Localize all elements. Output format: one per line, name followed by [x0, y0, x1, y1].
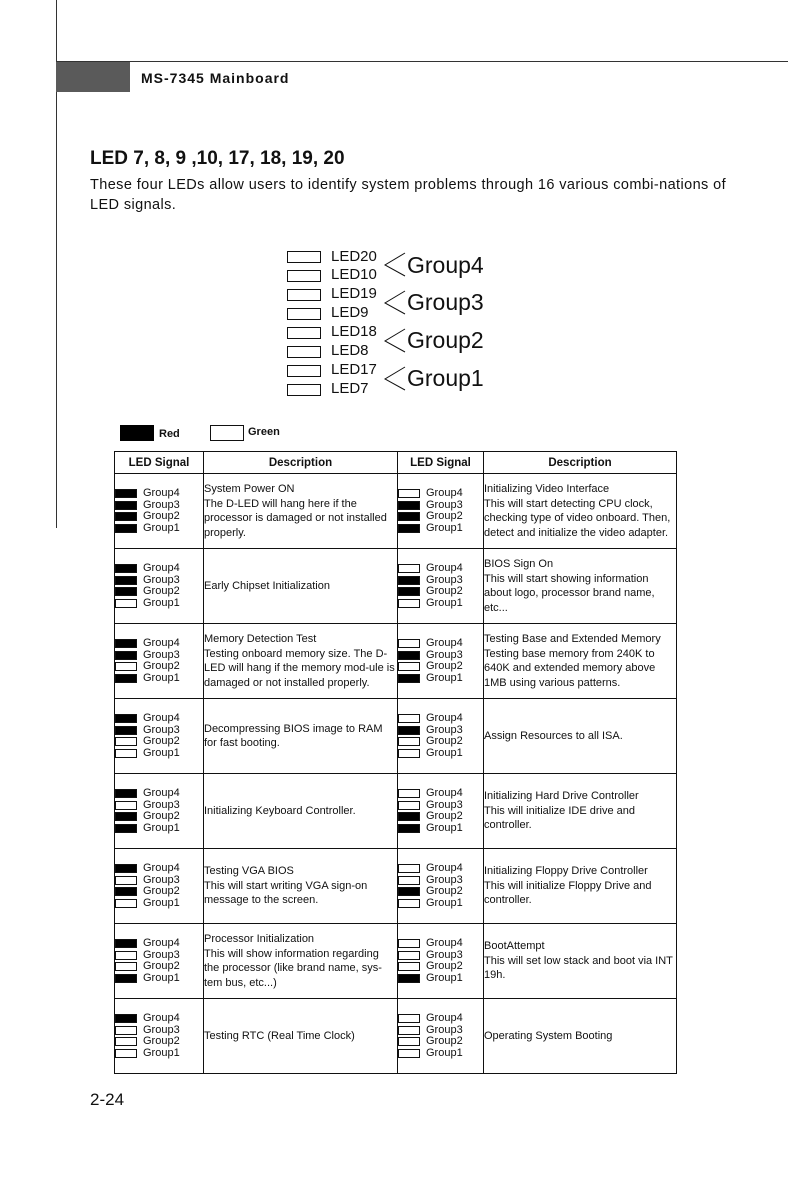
group-name: Group1 — [143, 896, 180, 909]
signal-line — [115, 938, 203, 950]
signal-line — [115, 673, 203, 685]
signal-line — [398, 863, 483, 875]
group-name: Group4 — [426, 487, 463, 500]
group-name: Group2 — [426, 735, 463, 748]
led-signal-cell — [115, 699, 204, 774]
group-name: Group4 — [143, 487, 180, 500]
group-name: Group2 — [143, 885, 180, 898]
signal-line — [115, 961, 203, 973]
led-label: LED18 — [331, 323, 377, 340]
led-indicator — [287, 270, 321, 282]
signal-line — [398, 598, 483, 610]
group-label: Group3 — [407, 289, 484, 315]
group-name: Group4 — [426, 937, 463, 950]
group-label: Group2 — [407, 327, 484, 353]
signal-line — [115, 511, 203, 523]
description-cell: Operating System Booting — [484, 999, 677, 1074]
led-signal-cell — [115, 999, 204, 1074]
signal-line — [115, 638, 203, 650]
group-name: Group1 — [426, 821, 463, 834]
group-name: Group3 — [426, 1023, 463, 1036]
group-name: Group1 — [143, 596, 180, 609]
group-name: Group2 — [143, 735, 180, 748]
group-name: Group4 — [143, 862, 180, 875]
led-indicator — [287, 251, 321, 263]
group-name: Group1 — [143, 746, 180, 759]
led-red-indicator — [398, 674, 420, 683]
table-row — [115, 999, 677, 1074]
group-name: Group4 — [143, 637, 180, 650]
led-label: LED8 — [331, 342, 369, 359]
led-red-indicator — [398, 501, 420, 510]
group-label: Group1 — [407, 365, 484, 391]
led-green-indicator — [115, 951, 137, 960]
group-name: Group3 — [143, 723, 180, 736]
table-row — [115, 924, 677, 999]
column-header: LED Signal — [115, 452, 204, 474]
group-name: Group3 — [143, 1023, 180, 1036]
group-name: Group4 — [143, 562, 180, 575]
group-name: Group2 — [426, 585, 463, 598]
signal-line — [115, 563, 203, 575]
group-name: Group2 — [426, 660, 463, 673]
led-green-indicator — [398, 489, 420, 498]
group-name: Group2 — [143, 810, 180, 823]
led-green-indicator — [115, 662, 137, 671]
signal-line — [115, 886, 203, 898]
group-name: Group2 — [143, 960, 180, 973]
signal-line — [115, 863, 203, 875]
description-cell: System Power ON The D-LED will hang here if the processor is damaged or not installed properly. — [204, 474, 398, 549]
group-name: Group4 — [426, 1012, 463, 1025]
led-green-indicator — [115, 737, 137, 746]
signal-line — [398, 563, 483, 575]
signal-line — [398, 1036, 483, 1048]
table-row — [115, 549, 677, 624]
description-cell: Early Chipset Initialization — [204, 549, 398, 624]
signal-line — [398, 488, 483, 500]
group-name: Group4 — [426, 712, 463, 725]
signal-line — [115, 973, 203, 985]
section-title: LED 7, 8, 9 ,10, 17, 18, 19, 20 — [90, 148, 345, 169]
group-name: Group2 — [426, 510, 463, 523]
led-red-indicator — [115, 939, 137, 948]
signal-line — [398, 961, 483, 973]
group-name: Group4 — [143, 787, 180, 800]
description-cell: Decompressing BIOS image to RAM for fast booting. — [204, 699, 398, 774]
led-signal-cell — [115, 924, 204, 999]
signal-line — [115, 488, 203, 500]
led-green-indicator — [115, 1026, 137, 1035]
led-red-indicator — [115, 714, 137, 723]
group-name: Group1 — [143, 671, 180, 684]
signal-line — [115, 713, 203, 725]
led-red-indicator — [398, 726, 420, 735]
table-row — [115, 849, 677, 924]
led-signal-cell — [398, 999, 484, 1074]
bracket-group4 — [385, 253, 405, 276]
signal-line — [398, 1013, 483, 1025]
section-intro: These four LEDs allow users to identify system problems through 16 various combi-nations of LED signals. — [90, 177, 727, 213]
led-green-indicator — [398, 864, 420, 873]
led-red-indicator — [398, 512, 420, 521]
led-red-indicator — [115, 887, 137, 896]
signal-line — [115, 586, 203, 598]
signal-line — [115, 661, 203, 673]
led-signal-cell — [115, 474, 204, 549]
column-header: Description — [484, 452, 677, 474]
led-red-indicator — [115, 524, 137, 533]
signal-line — [115, 898, 203, 910]
led-green-indicator — [398, 662, 420, 671]
description-cell: Testing RTC (Real Time Clock) — [204, 999, 398, 1074]
signal-line — [398, 736, 483, 748]
led-red-indicator — [398, 587, 420, 596]
group-name: Group1 — [426, 596, 463, 609]
led-green-indicator — [398, 1037, 420, 1046]
table-row — [115, 474, 677, 549]
page-number: 2-24 — [90, 1090, 125, 1109]
led-indicator — [287, 346, 321, 358]
signal-line — [398, 788, 483, 800]
led-red-indicator — [115, 639, 137, 648]
group-name: Group1 — [426, 671, 463, 684]
description-cell: Initializing Keyboard Controller. — [204, 774, 398, 849]
signal-line — [115, 748, 203, 760]
led-red-indicator — [115, 489, 137, 498]
led-red-indicator — [398, 974, 420, 983]
group-name: Group1 — [426, 746, 463, 759]
led-green-indicator — [398, 962, 420, 971]
group-name: Group2 — [426, 885, 463, 898]
led-indicator — [287, 365, 321, 377]
group-name: Group1 — [143, 521, 180, 534]
signal-line — [398, 973, 483, 985]
description-cell: Processor Initialization This will show information regarding the processor (like brand name, sys-tem bus, etc...) — [204, 924, 398, 999]
legend-green-swatch — [210, 425, 244, 441]
led-red-indicator — [115, 824, 137, 833]
led-green-indicator — [398, 1026, 420, 1035]
signal-line — [398, 823, 483, 835]
led-green-indicator — [115, 1037, 137, 1046]
description-cell: Initializing Hard Drive Controller This will initialize IDE drive and controller. — [484, 774, 677, 849]
led-label: LED20 — [331, 248, 377, 265]
group-name: Group3 — [143, 498, 180, 511]
led-signal-cell — [115, 624, 204, 699]
led-green-indicator — [398, 1049, 420, 1058]
group-label: Group4 — [407, 252, 484, 278]
led-label: LED17 — [331, 361, 377, 378]
led-indicator — [287, 327, 321, 339]
led-green-indicator — [115, 801, 137, 810]
signal-line — [398, 523, 483, 535]
signal-line — [115, 736, 203, 748]
led-red-indicator — [398, 824, 420, 833]
led-green-indicator — [398, 951, 420, 960]
group-name: Group4 — [143, 937, 180, 950]
led-red-indicator — [115, 789, 137, 798]
led-red-indicator — [115, 576, 137, 585]
led-label: LED10 — [331, 266, 377, 283]
led-signal-cell — [115, 549, 204, 624]
led-green-indicator — [398, 899, 420, 908]
led-green-indicator — [398, 564, 420, 573]
led-red-indicator — [115, 651, 137, 660]
group-name: Group1 — [143, 1046, 180, 1059]
group-name: Group2 — [143, 510, 180, 523]
signal-line — [398, 511, 483, 523]
group-name: Group2 — [143, 660, 180, 673]
signal-line — [115, 1013, 203, 1025]
led-red-indicator — [115, 512, 137, 521]
column-header: Description — [204, 452, 398, 474]
led-red-indicator — [398, 524, 420, 533]
group-name: Group4 — [426, 637, 463, 650]
led-signal-cell — [398, 624, 484, 699]
group-name: Group3 — [143, 873, 180, 886]
led-indicator — [287, 384, 321, 396]
signal-line — [398, 811, 483, 823]
led-signal-cell — [398, 474, 484, 549]
legend-red-label: Red — [159, 428, 180, 440]
led-green-indicator — [398, 1014, 420, 1023]
led-green-indicator — [398, 599, 420, 608]
group-name: Group3 — [426, 573, 463, 586]
group-name: Group4 — [426, 562, 463, 575]
group-name: Group1 — [426, 521, 463, 534]
led-green-indicator — [115, 1049, 137, 1058]
header-title: MS-7345 Mainboard — [141, 70, 290, 86]
group-name: Group4 — [143, 712, 180, 725]
description-cell: Initializing Floppy Drive Controller This will initialize Floppy Drive and controller. — [484, 849, 677, 924]
bracket-group2 — [385, 329, 405, 352]
group-name: Group3 — [143, 648, 180, 661]
signal-line — [398, 748, 483, 760]
led-red-indicator — [115, 974, 137, 983]
led-green-indicator — [398, 737, 420, 746]
group-name: Group3 — [143, 798, 180, 811]
column-header: LED Signal — [398, 452, 484, 474]
led-signal-table — [114, 451, 677, 1074]
led-indicator — [287, 308, 321, 320]
led-green-indicator — [115, 876, 137, 885]
led-label: LED9 — [331, 304, 369, 321]
group-name: Group2 — [143, 585, 180, 598]
led-red-indicator — [398, 887, 420, 896]
signal-line — [115, 598, 203, 610]
led-green-indicator — [398, 789, 420, 798]
led-red-indicator — [115, 726, 137, 735]
legend-green-label: Green — [248, 426, 280, 438]
led-indicator — [287, 289, 321, 301]
description-cell: Testing Base and Extended Memory Testing base memory from 240K to 640K and extended memory above 1MB using various patterns. — [484, 624, 677, 699]
group-name: Group1 — [143, 971, 180, 984]
led-green-indicator — [398, 749, 420, 758]
signal-line — [115, 523, 203, 535]
led-red-indicator — [398, 812, 420, 821]
led-green-indicator — [115, 749, 137, 758]
led-red-indicator — [398, 651, 420, 660]
table-row — [115, 699, 677, 774]
signal-line — [115, 823, 203, 835]
table-row — [115, 624, 677, 699]
led-signal-cell — [115, 849, 204, 924]
led-red-indicator — [398, 576, 420, 585]
description-cell: Initializing Video Interface This will start detecting CPU clock, checking type of video onboard. Then, detect and initialize the video adapter. — [484, 474, 677, 549]
bracket-group1 — [385, 367, 405, 390]
group-name: Group1 — [143, 821, 180, 834]
group-name: Group2 — [426, 810, 463, 823]
led-red-indicator — [115, 587, 137, 596]
signal-line — [398, 661, 483, 673]
led-label: LED19 — [331, 285, 377, 302]
group-name: Group3 — [426, 498, 463, 511]
description-cell: BIOS Sign On This will start showing information about logo, processor brand name, etc... — [484, 549, 677, 624]
led-red-indicator — [115, 812, 137, 821]
led-green-indicator — [398, 801, 420, 810]
group-name: Group4 — [143, 1012, 180, 1025]
led-label: LED7 — [331, 380, 369, 397]
group-name: Group4 — [426, 787, 463, 800]
signal-line — [398, 638, 483, 650]
signal-line — [398, 713, 483, 725]
signal-line — [115, 1036, 203, 1048]
led-green-indicator — [115, 599, 137, 608]
table-row — [115, 774, 677, 849]
led-red-indicator — [115, 1014, 137, 1023]
group-name: Group1 — [426, 896, 463, 909]
group-name: Group1 — [426, 971, 463, 984]
signal-line — [115, 811, 203, 823]
group-name: Group1 — [426, 1046, 463, 1059]
led-signal-cell — [398, 774, 484, 849]
signal-line — [115, 788, 203, 800]
header-tab — [56, 62, 130, 92]
description-cell: BootAttempt This will set low stack and boot via INT 19h. — [484, 924, 677, 999]
signal-line — [398, 886, 483, 898]
led-group-diagram — [287, 249, 547, 399]
signal-line — [398, 673, 483, 685]
signal-line — [398, 938, 483, 950]
led-signal-cell — [398, 699, 484, 774]
group-name: Group2 — [426, 960, 463, 973]
signal-line — [398, 1048, 483, 1060]
group-name: Group3 — [426, 723, 463, 736]
signal-line — [115, 1048, 203, 1060]
led-signal-cell — [398, 549, 484, 624]
bracket-connectors — [383, 249, 407, 399]
signal-line — [398, 586, 483, 598]
bracket-group3 — [385, 291, 405, 314]
led-signal-cell — [115, 774, 204, 849]
group-name: Group3 — [426, 873, 463, 886]
led-green-indicator — [398, 876, 420, 885]
group-name: Group3 — [143, 948, 180, 961]
led-red-indicator — [115, 501, 137, 510]
table-header-row — [115, 452, 677, 474]
led-green-indicator — [398, 639, 420, 648]
led-green-indicator — [115, 899, 137, 908]
header-rule — [56, 61, 788, 62]
description-cell: Assign Resources to all ISA. — [484, 699, 677, 774]
led-signal-cell — [398, 849, 484, 924]
group-name: Group3 — [426, 948, 463, 961]
group-name: Group2 — [426, 1035, 463, 1048]
group-name: Group2 — [143, 1035, 180, 1048]
description-cell: Memory Detection Test Testing onboard memory size. The D-LED will hang if the memory mod-ule is damaged or not installed properly. — [204, 624, 398, 699]
group-name: Group4 — [426, 862, 463, 875]
led-red-indicator — [115, 564, 137, 573]
led-green-indicator — [115, 962, 137, 971]
led-signal-cell — [398, 924, 484, 999]
group-name: Group3 — [143, 573, 180, 586]
led-green-indicator — [398, 939, 420, 948]
group-name: Group3 — [426, 798, 463, 811]
group-name: Group3 — [426, 648, 463, 661]
signal-line — [398, 898, 483, 910]
legend-red-swatch — [120, 425, 154, 441]
led-green-indicator — [398, 714, 420, 723]
led-red-indicator — [115, 674, 137, 683]
description-cell: Testing VGA BIOS This will start writing VGA sign-on message to the screen. — [204, 849, 398, 924]
led-red-indicator — [115, 864, 137, 873]
